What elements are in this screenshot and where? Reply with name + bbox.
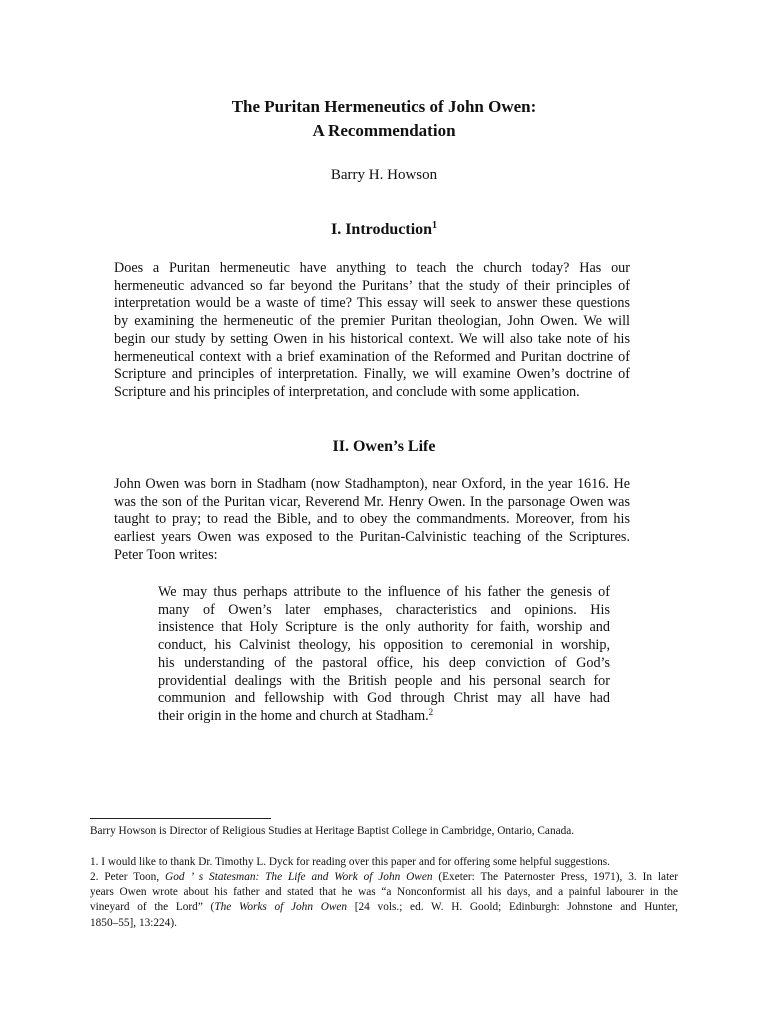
quote-line: We may thus perhaps attribute to the influence of his father the genesis of xyxy=(158,584,610,600)
quote-line: insistence that Holy Scripture is the only authority for faith, worship and xyxy=(158,619,610,636)
text-line: was the son of the Puritan vicar, Reverend Mr. Henry Owen. In the parsonage Owen was xyxy=(114,493,630,510)
footnote-ref-2: 2 xyxy=(428,706,434,717)
text-line: hermeneutic advanced so far beyond the Puritans’ that the study of their principles of xyxy=(114,277,630,294)
block-quote xyxy=(158,584,610,726)
footnote-text: [24 vols.; ed. W. H. Goold; Edinburgh: Johnstone and Hunter, xyxy=(347,901,678,914)
footnote-text: vineyard of the Lord” ( xyxy=(90,901,215,914)
text-line: Peter Toon writes: xyxy=(114,546,218,563)
text-line: begin our study by setting Owen in his historical context. We will also take note of his xyxy=(114,330,630,347)
footnote-2-line xyxy=(90,900,678,915)
footnote-text: (Exeter: The Paternoster Press, 1971), 3. In later xyxy=(432,871,678,883)
text-line: hermeneutical context with a brief examination of the Reformed and Puritan doctrine of xyxy=(114,348,630,365)
footnote-2 xyxy=(90,870,678,931)
document-title xyxy=(0,95,768,143)
footnote-text: 2. Peter Toon, xyxy=(90,871,166,883)
book-title: God ’ s Statesman: The Life and Work of John Owen xyxy=(165,871,433,883)
footnote-2-line: years Owen wrote about his father and stated that he was “a Nonconformist all his days, and a painful labourer in the xyxy=(90,886,678,899)
text-line: John Owen was born in Stadham (now Stadhampton), near Oxford, in the year 1616. He xyxy=(114,476,630,492)
owens-life-paragraph xyxy=(114,476,630,565)
section-heading-introduction xyxy=(0,221,768,239)
footnote-ref-1: 1 xyxy=(432,220,438,231)
text-line: Does a Puritan hermeneutic have anything to teach the church today? Has our xyxy=(114,260,630,276)
section-heading-owens-life: II. Owen’s Life xyxy=(332,438,436,455)
quote-line: conduct, his Calvinist theology, his opposition to ceremonial in worship, xyxy=(158,637,610,654)
footnote-1: 1. I would like to thank Dr. Timothy L. Dyck for reading over this paper and for offering some helpful suggestions. xyxy=(90,856,610,868)
text-line: interpretation would be a waste of time? This essay will seek to answer these questions xyxy=(114,295,630,312)
quote-line: providential dealings with the British people and his personal search for xyxy=(158,672,610,689)
title-line-2: A Recommendation xyxy=(312,121,456,140)
footnote-separator xyxy=(90,818,271,819)
footnote-2-line: 1850–55], 13:224). xyxy=(90,916,177,929)
text-line: taught to pray; to read the Bible, and to obey the commandments. Moreover, from his xyxy=(114,511,630,528)
quote-line xyxy=(158,708,610,726)
text-line: earliest years Owen was exposed to the Puritan-Calvinistic teaching of the Scriptures. xyxy=(114,529,630,546)
quote-line-text: their origin in the home and church at Stadham. xyxy=(158,707,429,724)
text-line: Scripture and principles of interpretation. Finally, we will examine Owen’s doctrine of xyxy=(114,366,630,383)
title-line-1: The Puritan Hermeneutics of John Owen: xyxy=(231,97,537,116)
quote-line: many of Owen’s later emphases, characteristics and opinions. His xyxy=(158,601,610,618)
author-footnote: Barry Howson is Director of Religious Studies at Heritage Baptist College in Cambridge, Ontario, Canada. xyxy=(90,825,575,837)
author-name: Barry H. Howson xyxy=(330,167,438,183)
quote-line: his understanding of the pastoral office, his deep conviction of God’s xyxy=(158,654,610,671)
quote-line: communion and fellowship with God through Christ may all have had xyxy=(158,690,610,707)
book-title: The Works of John Owen xyxy=(214,901,348,914)
introduction-paragraph xyxy=(114,260,630,402)
text-line: Scripture and his principles of interpretation, and conclude with some application. xyxy=(114,383,580,400)
footnote-2-line xyxy=(90,870,678,885)
section-heading-text: I. Introduction xyxy=(330,221,433,238)
text-line: by examining the hermeneutic of the premier Puritan theologian, John Owen. We will xyxy=(114,313,630,330)
